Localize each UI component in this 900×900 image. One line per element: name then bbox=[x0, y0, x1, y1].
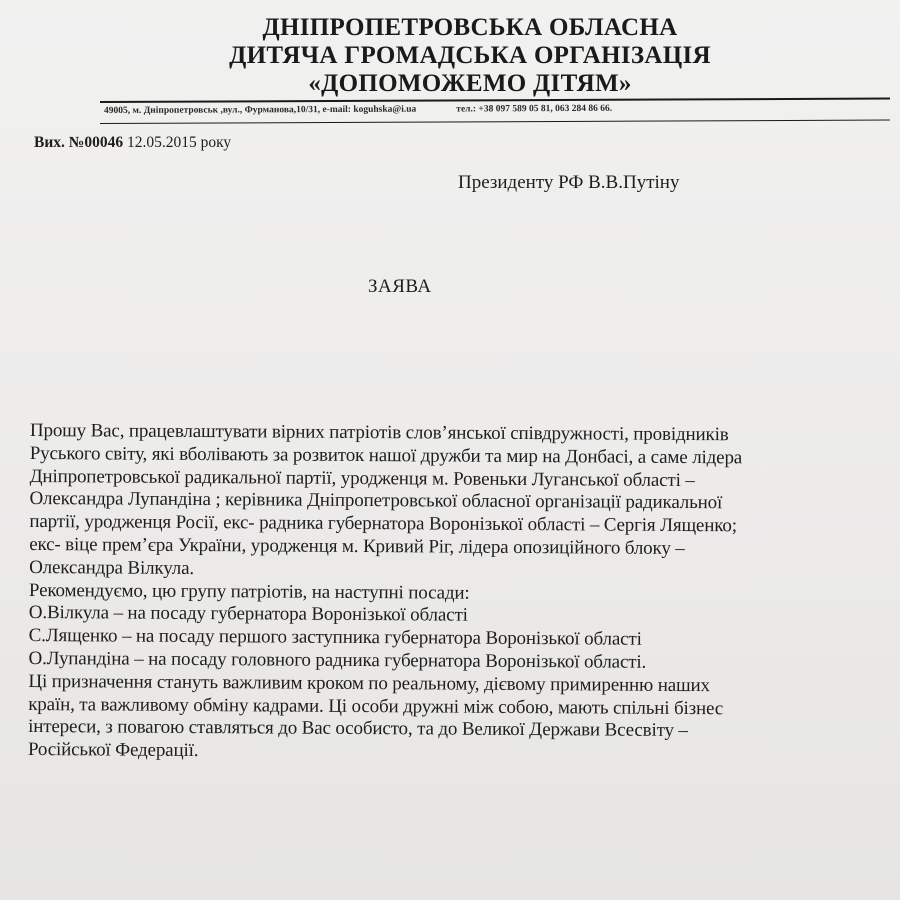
body-line: Ці призначення стануть важливим кроком по реальному, дієвому примиренню наших bbox=[28, 670, 710, 696]
body-line: інтереси, з повагою ставляться до Вас особисто, та до Великої Держави Всесвіту – bbox=[28, 716, 688, 742]
body-line: О.Вілкула – на посаду губернатора Воронізької області bbox=[28, 602, 468, 627]
org-address: 49005, м. Дніпропетровськ ,вул., Фурманова,10/31, e-mail: koguhska@i.ua bbox=[103, 104, 417, 116]
document-heading: ЗАЯВА bbox=[368, 276, 432, 297]
body-line: Прошу Вас, працевлаштувати вірних патріотів слов’янської співдружності, провідників bbox=[29, 420, 729, 446]
body-line: Олександра Вілкула. bbox=[29, 556, 195, 579]
letterhead-rule-bottom bbox=[100, 120, 890, 124]
document-body bbox=[28, 420, 880, 767]
addressee: Президенту РФ В.В.Путіну bbox=[458, 172, 680, 193]
org-name-line-3: «ДОПОМОЖЕМО ДІТЯМ» bbox=[308, 70, 632, 97]
outgoing-number: Вих. №00046 bbox=[34, 134, 124, 151]
body-line: країн, та важливому обміну кадрами. Ці особи дружні між собою, мають спільні бізнес bbox=[28, 693, 724, 719]
org-name-line-2: ДИТЯЧА ГРОМАДСЬКА ОРГАНІЗАЦІЯ bbox=[229, 42, 711, 69]
org-phones: тел.: +38 097 589 05 81, 063 284 86 66. bbox=[456, 103, 613, 115]
org-name-line-1: ДНІПРОПЕТРОВСЬКА ОБЛАСНА bbox=[262, 14, 678, 41]
body-line: екс- віце прем’єра України, уродженця м. Кривий Ріг, лідера опозиційного блоку – bbox=[29, 533, 685, 559]
letterhead-contact-line bbox=[104, 103, 884, 116]
body-line: Олександра Лупандіна ; керівника Дніпропетровської обласної організації радикальної bbox=[29, 488, 723, 514]
body-line: С.Лященко – на посаду першого заступника губернатора Воронізької області bbox=[28, 625, 642, 650]
body-line: О.Лупандіна – на посаду головного радника губернатора Воронізької області. bbox=[28, 647, 647, 673]
body-line: Російської Федерації. bbox=[27, 739, 199, 762]
outgoing-date: 12.05.2015 року bbox=[123, 134, 232, 151]
body-line: Руського світу, які вболівають за розвиток нашої дружби та мир на Донбасі, а саме лідера bbox=[29, 442, 743, 469]
body-line: Рекомендуємо, цю групу патріотів, на наступні посади: bbox=[28, 579, 470, 604]
body-line: партії, уродженця Росії, екс- радника губернатора Воронізької області – Сергія Лященко; bbox=[29, 511, 737, 537]
outgoing-reference bbox=[34, 134, 231, 152]
body-line: Дніпропетровської радикальної партії, уродженця м. Ровеньки Луганської області – bbox=[29, 465, 695, 491]
